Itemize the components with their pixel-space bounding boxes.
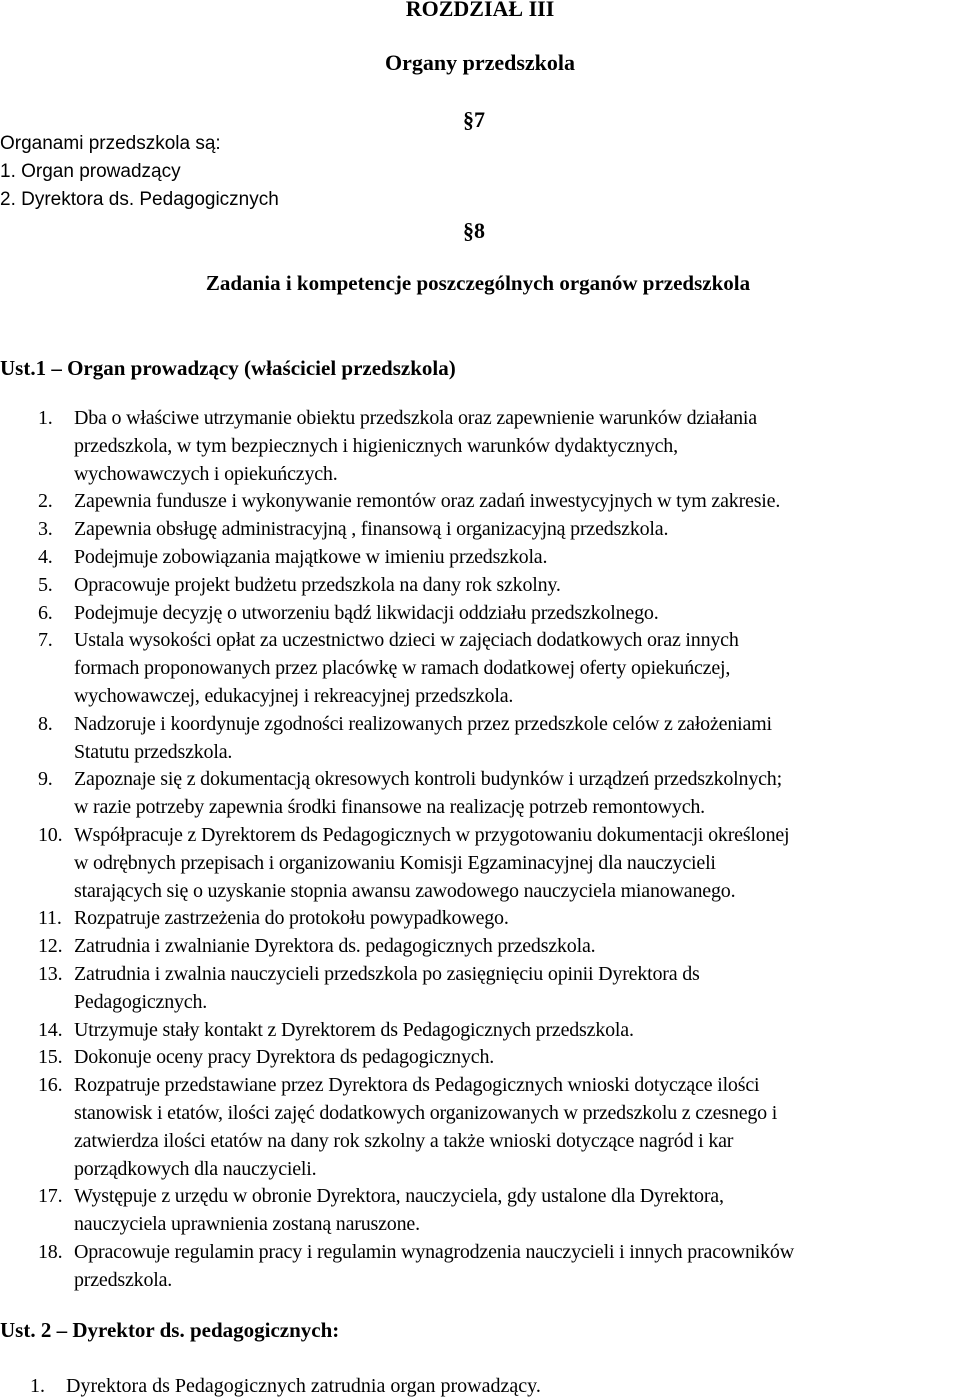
list-item: 6. Podejmuje decyzję o utworzeniu bądź likwidacji oddziału przedszkolnego. xyxy=(38,601,659,624)
organ-item: 1. Organ prowadzący xyxy=(0,161,181,182)
ust-2-heading: Ust. 2 – Dyrektor ds. pedagogicznych: xyxy=(0,1318,340,1342)
list-item: 3. Zapewnia obsługę administracyjną , finansową i organizacyjną przedszkola. xyxy=(38,518,669,541)
list-item: 4. Podejmuje zobowiązania majątkowe w imieniu przedszkola. xyxy=(38,545,548,568)
section-8-mark: §8 xyxy=(463,218,485,243)
chapter-title: ROZDZIAŁ III xyxy=(405,0,555,21)
list-item: 10. Współpracuje z Dyrektorem ds Pedagogicznych w przygotowaniu dokumentacji określonej w odrębnych przepisach i organizowaniu Komisji Egzaminacyjnej dla nauczycieli starających się o uzyskanie stopnia awansu zawodowego nauczyciela mianowanego. xyxy=(38,823,790,902)
organ-item: 2. Dyrektora ds. Pedagogicznych xyxy=(0,189,279,210)
list-item: 17. Występuje z urzędu w obronie Dyrektora, nauczyciela, gdy ustalone dla Dyrektora, nauczyciela uprawnienia zostaną naruszone. xyxy=(38,1185,724,1236)
list-item: 1. Dyrektora ds Pedagogicznych zatrudnia organ prowadzący. xyxy=(30,1375,541,1397)
list-item: 5. Opracowuje projekt budżetu przedszkola na dany rok szkolny. xyxy=(38,573,561,596)
organs-intro: Organami przedszkola są: xyxy=(0,133,221,154)
list-item: 13. Zatrudnia i zwalnia nauczycieli przedszkola po zasięgnięciu opinii Dyrektora ds Pedagogicznych. xyxy=(38,962,700,1013)
list-item: 2. Zapewnia fundusze i wykonywanie remontów oraz zadań inwestycyjnych w tym zakresie. xyxy=(38,490,781,513)
chapter-subtitle: Organy przedszkola xyxy=(384,50,576,75)
section-8-heading: Zadania i kompetencje poszczególnych organów przedszkola xyxy=(205,271,751,295)
list-item: 16. Rozpatruje przedstawiane przez Dyrektora ds Pedagogicznych wnioski dotyczące ilości stanowisk i etatów, ilości zajęć dodatkowych organizowanych w przedszkolu z czesnego i zatwierdza ilości etatów na dany rok szkolny a także wnioski dotyczące nagród i kar porządkowych dla nauczycieli. xyxy=(38,1074,778,1180)
list-item: 7. Ustala wysokości opłat za uczestnictwo dzieci w zajęciach dodatkowych oraz innych formach proponowanych przez placówkę w ramach dodatkowej oferty opiekuńczej, wychowawczej, edukacyjnej i rekreacyjnej przedszkola. xyxy=(38,629,739,707)
list-item: 14. Utrzymuje stały kontakt z Dyrektorem ds Pedagogicznych przedszkola. xyxy=(38,1018,634,1041)
list-item: 12. Zatrudnia i zwalnianie Dyrektora ds. pedagogicznych przedszkola. xyxy=(38,935,596,958)
ust-1-list xyxy=(0,405,960,1295)
list-item: 11. Rozpatruje zastrzeżenia do protokołu powypadkowego. xyxy=(38,907,509,930)
list-item: 15. Dokonuje oceny pracy Dyrektora ds pedagogicznych. xyxy=(38,1046,495,1069)
list-item: 9. Zapoznaje się z dokumentacją okresowych kontroli budynków i urządzeń przedszkolnych; w razie potrzeby zapewnia środki finansowe na realizację potrzeb remontowych. xyxy=(38,768,782,819)
ust-2-list xyxy=(0,1372,960,1400)
section-7-mark: §7 xyxy=(463,107,485,132)
list-item: 1. Dba o właściwe utrzymanie obiektu przedszkola oraz zapewnienie warunków działania przedszkola, w tym bezpiecznych i higienicznych warunków dydaktycznych, wychowawczych i opiekuńczych. xyxy=(38,407,757,485)
list-item: 8. Nadzoruje i koordynuje zgodności realizowanych przez przedszkole celów z założeniami Statutu przedszkola. xyxy=(38,712,772,763)
ust-1-heading: Ust.1 – Organ prowadzący (właściciel przedszkola) xyxy=(0,356,456,380)
list-item: 18. Opracowuje regulamin pracy i regulamin wynagrodzenia nauczycieli i innych pracowników przedszkola. xyxy=(38,1240,794,1291)
